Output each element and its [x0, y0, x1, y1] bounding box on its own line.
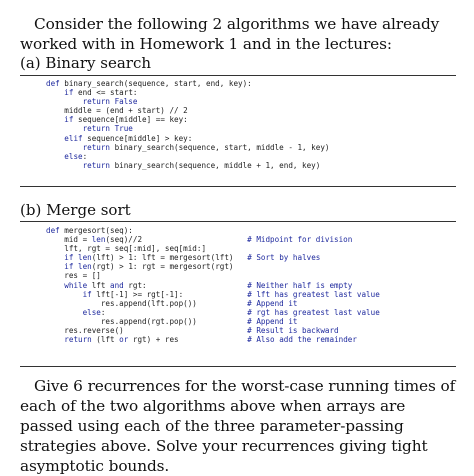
code-line: while lft and rgt: # Neither half is empty — [64, 280, 353, 290]
code-line: if end <= start: — [64, 88, 138, 98]
code-line: else: # rgt has greatest last value — [82, 307, 380, 317]
code-line: res = [] — [46, 271, 101, 281]
code-line: return binary_search(sequence, middle + 1, end, key) — [82, 160, 321, 170]
section-a-top-rule — [20, 75, 456, 76]
section-a-title: (a) Binary search — [20, 54, 152, 72]
code-line: lft, rgt = seq[:mid], seq[mid:] — [46, 244, 207, 254]
code-line: res.reverse() # Result is backward — [46, 326, 339, 336]
mergesort-code-block — [46, 226, 380, 344]
question-paragraph: Give 6 recurrences for the worst-case running times of each of the two algorithms above when arrays are passed using each of the three parameter-passing strategies above. Solve your recurrences giving tight asymptotic bounds. — [20, 377, 456, 475]
section-b-bottom-rule — [20, 366, 456, 367]
code-line: return False — [82, 97, 138, 107]
code-line: return True — [82, 124, 133, 134]
code-line: def binary_search(sequence, start, end, key): — [46, 79, 252, 88]
code-line: res.append(rgt.pop()) # Append it — [46, 316, 298, 326]
code-line: if sequence[middle] == key: — [64, 115, 188, 125]
code-line: elif sequence[middle] > key: — [64, 133, 193, 143]
section-b-title: (b) Merge sort — [20, 201, 131, 219]
intro-paragraph: Consider the following 2 algorithms we have already worked with in Homework 1 and in the lectures: — [20, 15, 440, 53]
code-line: else: — [64, 151, 88, 161]
section-a-bottom-rule — [20, 186, 456, 187]
code-line: if len(lft) > 1: lft = mergesort(lft) # Sort by halves — [64, 253, 321, 263]
code-line: mid = len(seq)//2 # Midpoint for division — [46, 235, 353, 245]
code-line: def mergesort(seq): — [46, 226, 133, 235]
code-line: return binary_search(sequence, start, middle - 1, key) — [82, 142, 330, 152]
code-line: middle = (end + start) // 2 — [46, 106, 188, 116]
code-line: res.append(lft.pop()) # Append it — [46, 298, 298, 308]
binary-search-code-block — [46, 79, 329, 170]
code-line: if lft[-1] >= rgt[-1]: # lft has greatest last value — [82, 289, 380, 299]
code-line: return (lft or rgt) + res # Also add the remainder — [64, 335, 357, 345]
section-b-top-rule — [20, 221, 456, 222]
code-line: if len(rgt) > 1: rgt = mergesort(rgt) — [64, 262, 234, 272]
